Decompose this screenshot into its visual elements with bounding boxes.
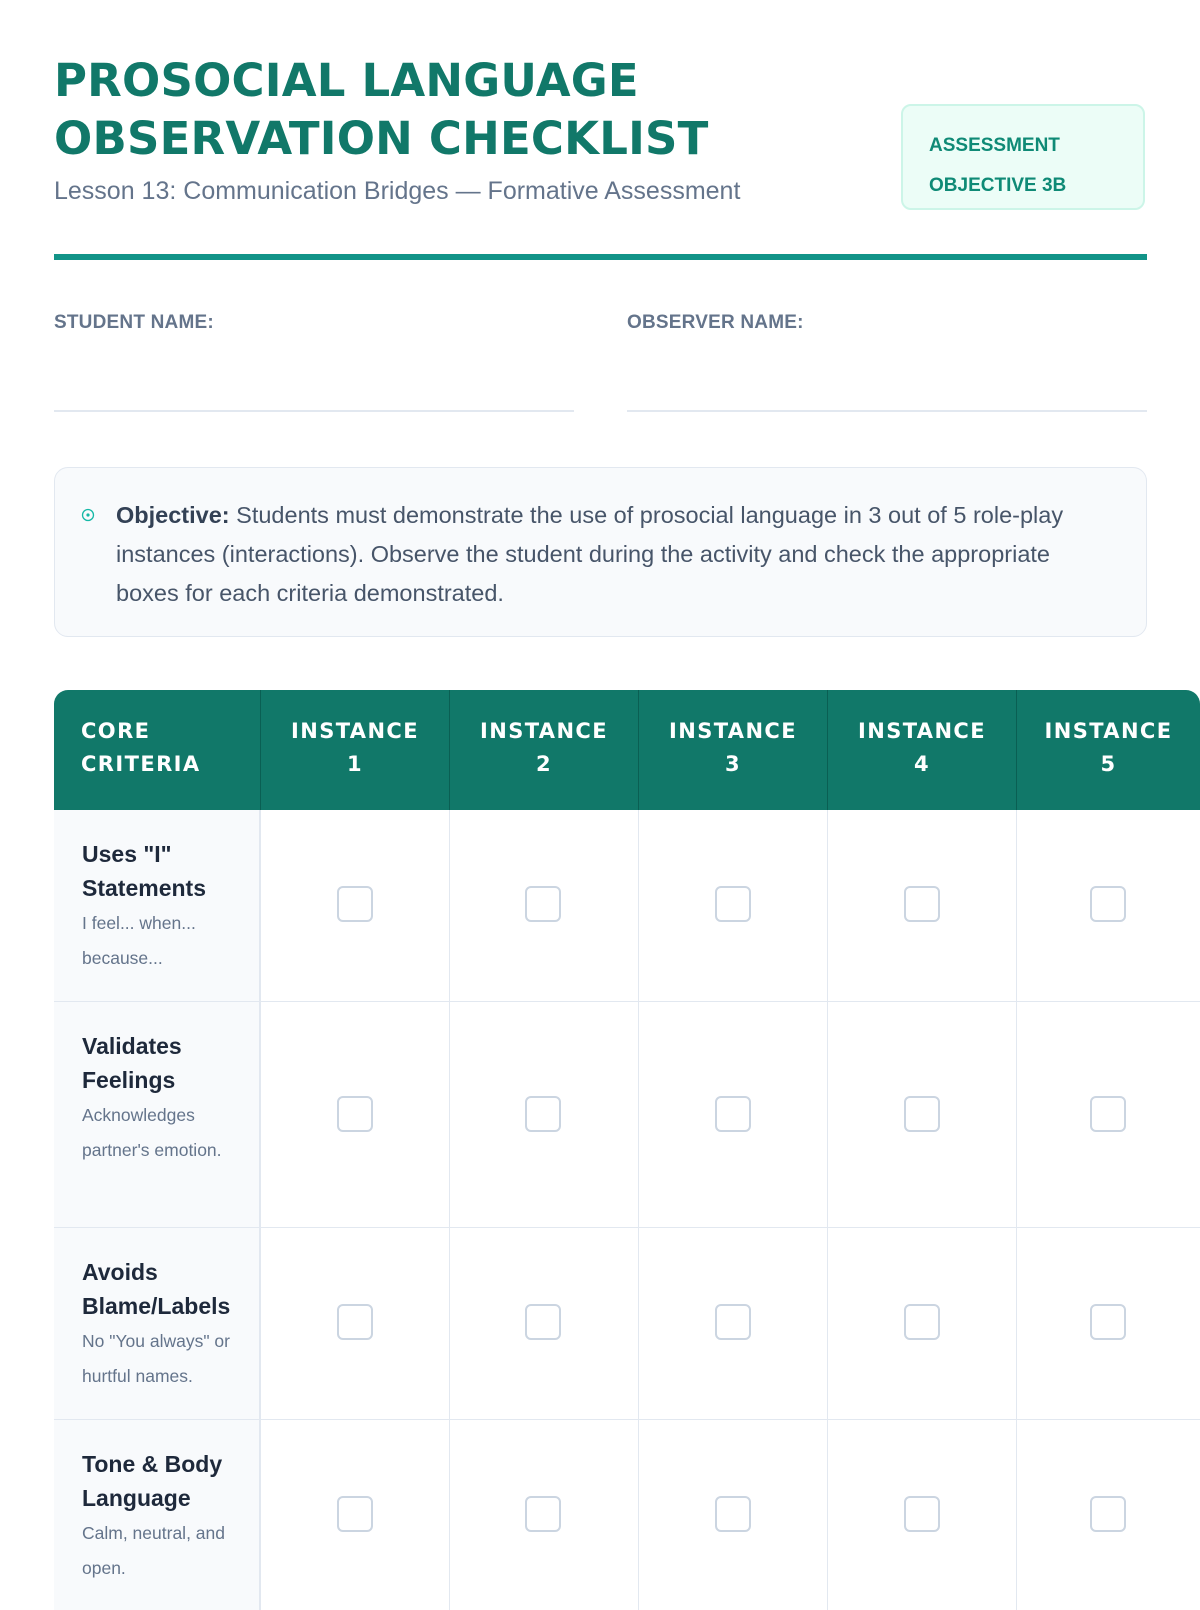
header-instance-number: 3 xyxy=(724,752,741,776)
criteria-title-text: Tone & Body Language xyxy=(82,1451,223,1511)
criteria-description: Calm, neutral, and open. xyxy=(82,1523,225,1578)
info-icon xyxy=(81,508,95,522)
instance-cell xyxy=(260,1228,449,1419)
header-instance-3 xyxy=(638,690,827,810)
checkbox-row1-instance2[interactable] xyxy=(525,886,561,922)
instance-cell xyxy=(260,810,449,1001)
table-row xyxy=(54,1420,1200,1610)
instance-cell xyxy=(260,1420,449,1610)
header-instance-5 xyxy=(1016,690,1200,810)
criteria-description: I feel... when... because... xyxy=(82,913,196,968)
observer-name-line xyxy=(627,410,1147,412)
header-divider xyxy=(54,254,1147,260)
instance-cell xyxy=(1016,1002,1200,1227)
criteria-title-text: Validates Feelings xyxy=(82,1033,182,1093)
header-core-line-2: CRITERIA xyxy=(81,752,201,776)
criteria-title xyxy=(82,1447,252,1586)
checkbox-row1-instance5[interactable] xyxy=(1090,886,1126,922)
instance-cell xyxy=(1016,1228,1200,1419)
instance-cell xyxy=(827,810,1016,1001)
observer-name-field[interactable] xyxy=(627,312,1147,334)
header-instance-label: INSTANCE xyxy=(669,719,797,743)
title-line-1: PROSOCIAL LANGUAGE xyxy=(54,54,639,107)
badge-line-2: OBJECTIVE 3B xyxy=(929,175,1067,196)
instance-cell xyxy=(449,1002,638,1227)
student-name-value[interactable] xyxy=(54,362,574,402)
checkbox-row4-instance3[interactable] xyxy=(715,1496,751,1532)
instance-cell xyxy=(638,1002,827,1227)
instance-cell xyxy=(1016,810,1200,1001)
checkbox-row4-instance1[interactable] xyxy=(337,1496,373,1532)
instance-cell xyxy=(638,1420,827,1610)
instance-cell xyxy=(449,1228,638,1419)
instance-cell xyxy=(260,1002,449,1227)
criteria-description: Acknowledges partner's emotion. xyxy=(82,1105,222,1160)
objective-body: Students must demonstrate the use of prosocial language in 3 out of 5 role-play instances (interactions). Observe the student during the activity and check the appropriate boxes for each criteria demonstrated. xyxy=(116,502,1064,606)
instance-cell xyxy=(1016,1420,1200,1610)
checkbox-row2-instance3[interactable] xyxy=(715,1096,751,1132)
header-instance-label: INSTANCE xyxy=(858,719,986,743)
header-instance-4 xyxy=(827,690,1016,810)
header-core-criteria xyxy=(54,690,260,810)
header-instance-label: INSTANCE xyxy=(291,719,419,743)
badge-line-1: ASSESSMENT xyxy=(929,135,1060,156)
header-instance-number: 4 xyxy=(913,752,930,776)
criteria-cell xyxy=(54,810,260,1001)
student-name-label: STUDENT NAME: xyxy=(54,312,214,333)
checkbox-row1-instance1[interactable] xyxy=(337,886,373,922)
instance-cell xyxy=(449,1420,638,1610)
instance-cell xyxy=(827,1002,1016,1227)
table-header xyxy=(54,690,1200,810)
checkbox-row2-instance5[interactable] xyxy=(1090,1096,1126,1132)
instance-cell xyxy=(827,1228,1016,1419)
student-name-field[interactable] xyxy=(54,312,574,334)
title-line-2: OBSERVATION CHECKLIST xyxy=(54,112,709,165)
checkbox-row2-instance2[interactable] xyxy=(525,1096,561,1132)
header-instance-label: INSTANCE xyxy=(480,719,608,743)
criteria-title-text: Avoids Blame/Labels xyxy=(82,1259,231,1319)
observer-name-label: OBSERVER NAME: xyxy=(627,312,804,333)
criteria-cell xyxy=(54,1002,260,1227)
criteria-title xyxy=(82,1029,252,1168)
objective-text xyxy=(116,496,1116,613)
page-subtitle: Lesson 13: Communication Bridges — Formative Assessment xyxy=(54,177,741,205)
table-row xyxy=(54,810,1200,1002)
header-instance-number: 2 xyxy=(535,752,552,776)
criteria-description: No "You always" or hurtful names. xyxy=(82,1331,230,1386)
checkbox-row3-instance5[interactable] xyxy=(1090,1304,1126,1340)
header-instance-2 xyxy=(449,690,638,810)
header-instance-1 xyxy=(260,690,449,810)
instance-cell xyxy=(638,810,827,1001)
observer-name-value[interactable] xyxy=(627,362,1147,402)
checkbox-row4-instance2[interactable] xyxy=(525,1496,561,1532)
header-core-line-1: CORE xyxy=(81,719,151,743)
checkbox-row2-instance1[interactable] xyxy=(337,1096,373,1132)
table-row xyxy=(54,1002,1200,1228)
instance-cell xyxy=(827,1420,1016,1610)
instance-cell xyxy=(638,1228,827,1419)
checkbox-row4-instance4[interactable] xyxy=(904,1496,940,1532)
criteria-title xyxy=(82,1255,252,1394)
objective-box xyxy=(54,467,1147,637)
objective-badge xyxy=(901,104,1145,210)
header-instance-number: 1 xyxy=(346,752,363,776)
checkbox-row3-instance3[interactable] xyxy=(715,1304,751,1340)
criteria-title-text: Uses "I" Statements xyxy=(82,841,206,901)
checkbox-row2-instance4[interactable] xyxy=(904,1096,940,1132)
objective-label: Objective: xyxy=(116,502,230,528)
table-row xyxy=(54,1228,1200,1420)
criteria-cell xyxy=(54,1228,260,1419)
page-title xyxy=(54,52,854,168)
checkbox-row3-instance1[interactable] xyxy=(337,1304,373,1340)
checkbox-row3-instance2[interactable] xyxy=(525,1304,561,1340)
checkbox-row1-instance4[interactable] xyxy=(904,886,940,922)
checkbox-row1-instance3[interactable] xyxy=(715,886,751,922)
checkbox-row4-instance5[interactable] xyxy=(1090,1496,1126,1532)
checklist-page xyxy=(54,0,1200,1600)
criteria-title xyxy=(82,837,252,976)
student-name-line xyxy=(54,410,574,412)
checkbox-row3-instance4[interactable] xyxy=(904,1304,940,1340)
header-instance-number: 5 xyxy=(1100,752,1117,776)
header-instance-label: INSTANCE xyxy=(1044,719,1173,743)
criteria-cell xyxy=(54,1420,260,1610)
instance-cell xyxy=(449,810,638,1001)
